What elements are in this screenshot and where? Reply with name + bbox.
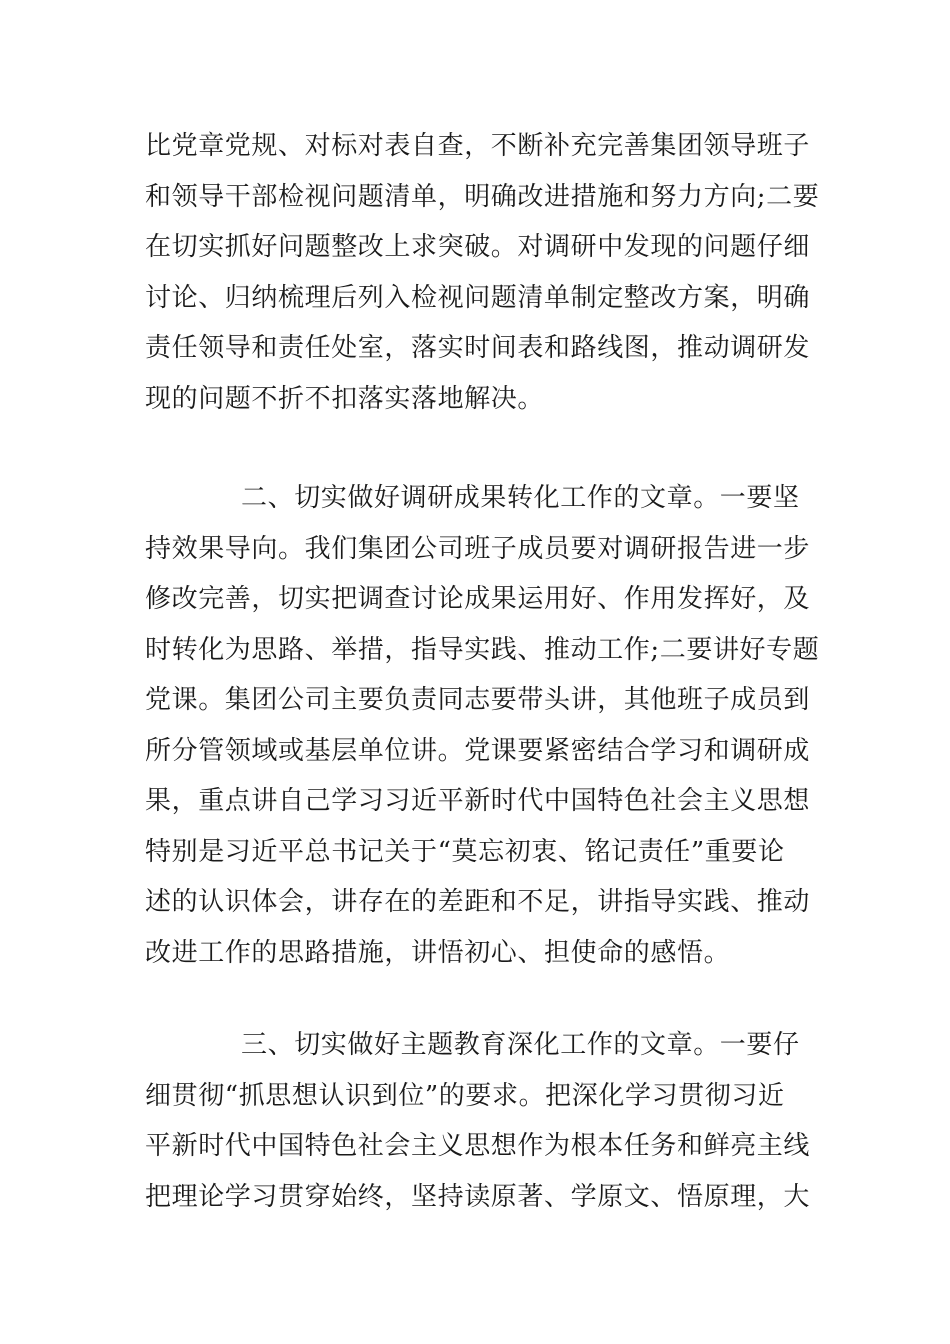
text-line-indented: 三、切实做好主题教育深化工作的文章。一要仔 xyxy=(241,1030,800,1060)
paragraph-continuation xyxy=(145,121,820,424)
text-line: 果，重点讲自己学习习近平新时代中国特色社会主义思想 xyxy=(145,786,811,816)
text-line: 责任领导和责任处室，落实时间表和路线图，推动调研发 xyxy=(145,333,811,363)
text-line: 在切实抓好问题整改上求突破。对调研中发现的问题仔细 xyxy=(145,232,811,262)
text-line: 修改完善，切实把调查讨论成果运用好、作用发挥好，及 xyxy=(145,584,811,614)
paragraph-section-three xyxy=(145,1020,809,1222)
text-line: 时转化为思路、举措，指导实践、推动工作;二要讲好专题 xyxy=(145,634,820,665)
text-line-indented: 二、切实做好调研成果转化工作的文章。一要坚 xyxy=(241,483,800,513)
text-line: 改进工作的思路措施，讲悟初心、担使命的感悟。 xyxy=(145,937,731,968)
text-line: 持效果导向。我们集团公司班子成员要对调研报告进一步 xyxy=(145,533,811,564)
text-line: 述的认识体会，讲存在的差距和不足，讲指导实践、推动 xyxy=(145,887,811,917)
text-line: 和领导干部检视问题清单，明确改进措施和努力方向;二要 xyxy=(145,181,820,212)
text-line: 党课。集团公司主要负责同志要带头讲，其他班子成员到 xyxy=(145,685,811,715)
text-line: 细贯彻“抓思想认识到位”的要求。把深化学习贯彻习近 xyxy=(145,1080,785,1111)
text-line: 现的问题不折不扣落实落地解决。 xyxy=(145,383,545,414)
text-line: 所分管领域或基层单位讲。党课要紧密结合学习和调研成 xyxy=(145,735,811,766)
text-line: 把理论学习贯穿始终，坚持读原著、学原文、悟原理，大 xyxy=(145,1181,811,1212)
text-line: 比党章党规、对标对表自查，不断补充完善集团领导班子 xyxy=(145,131,811,161)
text-line: 讨论、归纳梳理后列入检视问题清单制定整改方案，明确 xyxy=(145,282,811,313)
paragraph-section-two xyxy=(145,473,820,978)
text-line: 平新时代中国特色社会主义思想作为根本任务和鲜亮主线 xyxy=(145,1131,811,1161)
text-line: 特别是习近平总书记关于“莫忘初衷、铭记责任”重要论 xyxy=(145,836,785,867)
